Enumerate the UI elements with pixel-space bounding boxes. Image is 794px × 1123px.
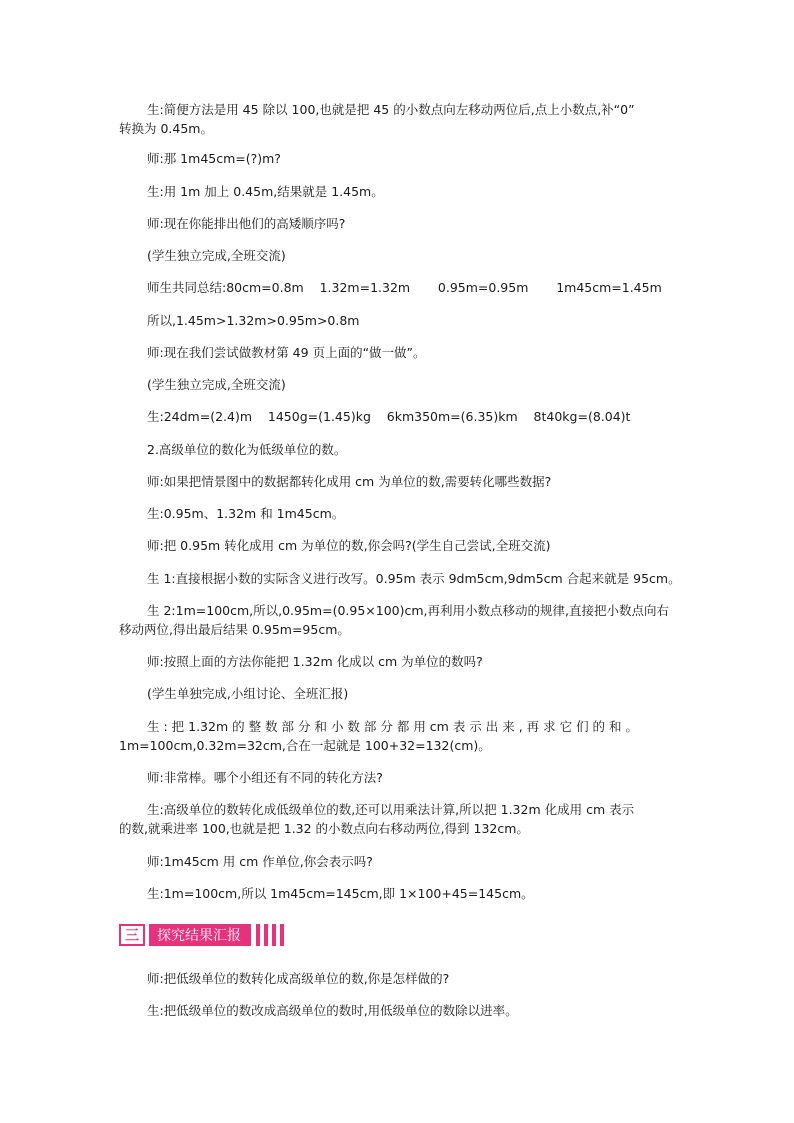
paragraph: 师:那 1m45cm=(?)m? bbox=[147, 151, 281, 166]
section-title: 探究结果汇报 bbox=[149, 924, 251, 946]
paragraph-continuation: 转换为 0.45m。 bbox=[119, 121, 213, 136]
paragraph: (学生独立完成,全班交流) bbox=[147, 248, 286, 263]
paragraph: 生 1:直接根据小数的实际含义进行改写。0.95m 表示 9dm5cm,9dm5cm 合起来就是 95cm。 bbox=[147, 571, 681, 586]
paragraph: 师:把低级单位的数转化成高级单位的数,你是怎样做的? bbox=[147, 971, 450, 986]
paragraph: 所以,1.45m>1.32m>0.95m>0.8m bbox=[147, 313, 360, 328]
paragraph: 师:把 0.95m 转化成用 cm 为单位的数,你会吗?(学生自己尝试,全班交流) bbox=[147, 538, 551, 553]
paragraph: (学生单独完成,小组讨论、全班汇报) bbox=[147, 686, 349, 701]
paragraph-continuation: 1m=100cm,0.32m=32cm,合在一起就是 100+32=132(cm)。 bbox=[119, 738, 491, 753]
paragraph-continuation: 移动两位,得出最后结果 0.95m=95cm。 bbox=[119, 622, 350, 637]
paragraph: 生:简便方法是用 45 除以 100,也就是把 45 的小数点向左移动两位后,点上小数点,补“0” bbox=[147, 102, 635, 117]
paragraph: 生:1m=100cm,所以 1m45cm=145cm,即 1×100+45=145cm。 bbox=[147, 886, 534, 901]
paragraph: 生:用 1m 加上 0.45m,结果就是 1.45m。 bbox=[147, 184, 384, 199]
stripe bbox=[280, 924, 284, 946]
stripe bbox=[264, 924, 268, 946]
paragraph: 生 2:1m=100cm,所以,0.95m=(0.95×100)cm,再利用小数点移动的规律,直接把小数点向右 bbox=[147, 603, 669, 618]
paragraph: 师:非常棒。哪个小组还有不同的转化方法? bbox=[147, 770, 383, 785]
paragraph: 生:24dm=(2.4)m 1450g=(1.45)kg 6km350m=(6.35)km 8t40kg=(8.04)t bbox=[147, 409, 631, 424]
decorative-stripes bbox=[256, 924, 284, 946]
paragraph: 生:高级单位的数转化成低级单位的数,还可以用乘法计算,所以把 1.32m 化成用 cm 表示 bbox=[147, 802, 635, 817]
section-heading bbox=[119, 924, 301, 946]
paragraph: 师生共同总结:80cm=0.8m 1.32m=1.32m 0.95m=0.95m 1m45cm=1.45m bbox=[147, 280, 662, 295]
stripe bbox=[272, 924, 276, 946]
paragraph: 师:按照上面的方法你能把 1.32m 化成以 cm 为单位的数吗? bbox=[147, 654, 483, 669]
paragraph: 师:现在我们尝试做教材第 49 页上面的“做一做”。 bbox=[147, 345, 426, 360]
stripe bbox=[256, 924, 260, 946]
paragraph: 生:把低级单位的数改成高级单位的数时,用低级单位的数除以进率。 bbox=[147, 1003, 518, 1018]
paragraph-continuation: 的数,就乘进率 100,也就是把 1.32 的小数点向右移动两位,得到 132cm。 bbox=[119, 821, 529, 836]
paragraph: (学生独立完成,全班交流) bbox=[147, 377, 286, 392]
paragraph: 师:现在你能排出他们的高矮顺序吗? bbox=[147, 216, 346, 231]
paragraph: 2.高级单位的数化为低级单位的数。 bbox=[147, 442, 347, 457]
paragraph: 生 : 把 1.32m 的 整 数 部 分 和 小 数 部 分 都 用 cm 表 示 出 来 , 再 求 它 们 的 和 。 bbox=[147, 719, 638, 734]
paragraph: 师:1m45cm 用 cm 作单位,你会表示吗? bbox=[147, 854, 373, 869]
paragraph: 师:如果把情景图中的数据都转化成用 cm 为单位的数,需要转化哪些数据? bbox=[147, 474, 552, 489]
paragraph: 生:0.95m、1.32m 和 1m45cm。 bbox=[147, 506, 345, 521]
section-number: 三 bbox=[119, 924, 145, 946]
